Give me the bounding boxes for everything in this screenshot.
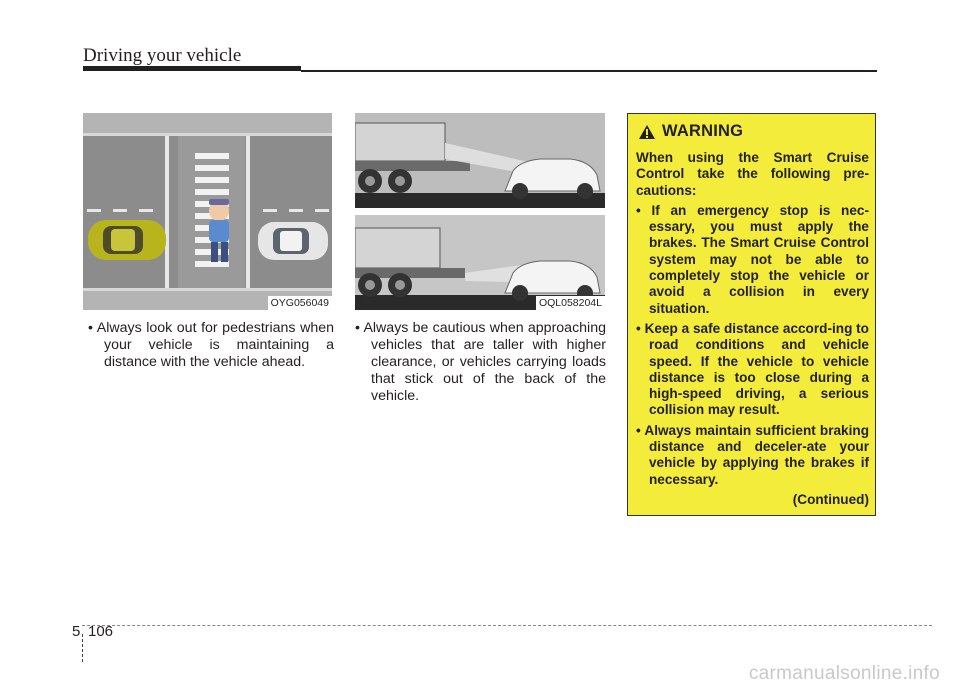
footer-rule bbox=[82, 625, 932, 626]
warning-intro: When using the Smart Cruise Control take the following pre-cautions: bbox=[636, 150, 869, 198]
bullet-dot: • bbox=[636, 320, 645, 336]
header-rule-thin bbox=[301, 70, 877, 72]
pedestrian-crosswalk-illustration bbox=[83, 113, 332, 310]
crosswalk-scene-image bbox=[83, 113, 332, 310]
warning-header bbox=[638, 122, 743, 141]
header-rule-thick bbox=[83, 66, 301, 71]
section-title: Driving your vehicle bbox=[83, 45, 242, 66]
figure-code: OYG056049 bbox=[268, 296, 332, 310]
warning-item bbox=[636, 203, 869, 317]
warning-body bbox=[636, 150, 869, 512]
bullet-dot: • bbox=[636, 422, 645, 438]
warning-title: WARNING bbox=[662, 122, 744, 140]
figure-code: OQL058204L bbox=[536, 296, 605, 310]
bullet-pedestrians bbox=[88, 320, 334, 371]
warning-box bbox=[627, 113, 876, 516]
section-number: 5 bbox=[72, 623, 81, 640]
footer-divider bbox=[82, 634, 83, 662]
truck-scene-image bbox=[355, 113, 605, 310]
page-number: 106 bbox=[88, 623, 114, 640]
warning-item-text: Always maintain sufficient braking distance and deceler-ate your vehicle by applying the brakes if necessary. bbox=[644, 422, 869, 487]
warning-triangle-icon bbox=[638, 124, 656, 140]
bullet-text: Always look out for pedestrians when your vehicle is maintaining a distance with the vehicle ahead. bbox=[96, 320, 334, 370]
warning-item bbox=[636, 321, 869, 419]
warning-item-text: Keep a safe distance accord-ing to road conditions and vehicle speed. If the vehicle to vehicle distance is too close during a high-speed driving, a serious collision may result. bbox=[644, 320, 869, 418]
bullet-text: Always be cautious when approaching vehicles that are taller with higher clearance, or vehicles carrying loads that stick out of the back of the vehicle. bbox=[363, 320, 606, 404]
bullet-dot: • bbox=[355, 320, 364, 336]
bullet-dot: • bbox=[88, 320, 97, 336]
bullet-tall-vehicles bbox=[355, 320, 606, 405]
watermark: carmanualsonline.info bbox=[748, 663, 940, 684]
continued-label: (Continued) bbox=[792, 491, 869, 507]
truck-clearance-illustration bbox=[355, 113, 605, 310]
bullet-dot: • bbox=[636, 202, 652, 218]
warning-item-text: If an emergency stop is nec-essary, you must apply the brakes. The Smart Cruise Control system may not be able to completely stop the vehicle or avoid a collision in every situation. bbox=[649, 202, 869, 316]
warning-item bbox=[636, 423, 869, 488]
